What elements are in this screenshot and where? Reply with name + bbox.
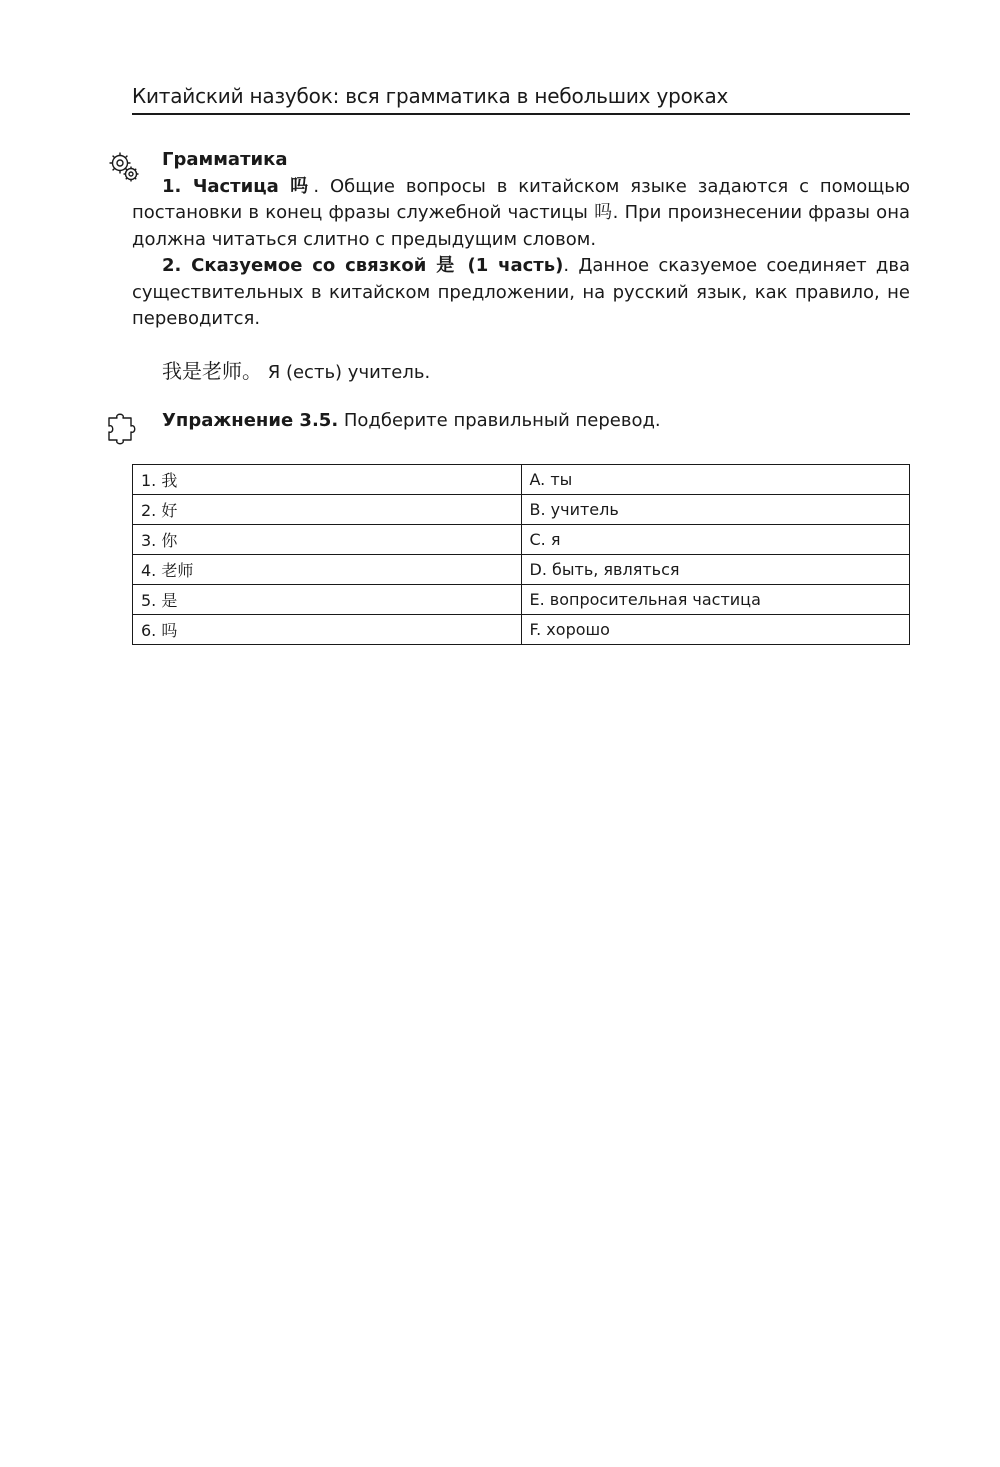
translation-cell: F. хорошо: [521, 615, 910, 645]
grammar-item-1-title: 1. Частица 吗: [162, 175, 314, 197]
exercise-title: [162, 410, 661, 431]
translation-cell: D. быть, являться: [521, 555, 910, 585]
grammar-heading: Грамматика: [162, 149, 288, 170]
exercise-label: Упражнение 3.5.: [162, 410, 339, 431]
exercise-instruction: Подберите правильный перевод.: [338, 410, 661, 431]
table-row: [133, 555, 910, 585]
grammar-item-1-text: . Общие вопросы в китайском языке задаются с помощью постановки в конец фразы служебной частицы 吗. При произнесении фразы она должна читаться слитно с предыдущим словом.: [132, 175, 910, 250]
grammar-section: [132, 147, 910, 333]
grammar-item-2: [132, 253, 910, 333]
translation-cell: A. ты: [521, 465, 910, 495]
grammar-item-1: [132, 174, 910, 254]
table-row: [133, 585, 910, 615]
translation-cell: E. вопросительная частица: [521, 585, 910, 615]
word-cell: 1. 我: [133, 465, 522, 495]
example-chinese: 我是老师。: [162, 359, 262, 383]
example-translation: Я (есть) учитель.: [267, 362, 431, 383]
word-cell: 4. 老师: [133, 555, 522, 585]
table-row: [133, 615, 910, 645]
book-title: Китайский назубок: вся грамматика в небольших уроках: [132, 84, 729, 108]
word-cell: 5. 是: [133, 585, 522, 615]
running-header: [132, 84, 910, 115]
word-cell: 6. 吗: [133, 615, 522, 645]
matching-table: [132, 464, 910, 645]
word-cell: 2. 好: [133, 495, 522, 525]
grammar-item-2-text: . Данное сказуемое соединяет два существительных в китайском предложении, на русский язык, как правило, не переводится.: [132, 255, 910, 329]
translation-cell: B. учитель: [521, 495, 910, 525]
word-cell: 3. 你: [133, 525, 522, 555]
puzzle-piece-icon: [105, 410, 145, 450]
table-row: [133, 525, 910, 555]
example-sentence: [162, 355, 430, 384]
grammar-item-2-title: 2. Сказуемое со связкой 是 (1 часть): [162, 255, 564, 276]
table-row: [133, 495, 910, 525]
translation-cell: C. я: [521, 525, 910, 555]
table-row: [133, 465, 910, 495]
